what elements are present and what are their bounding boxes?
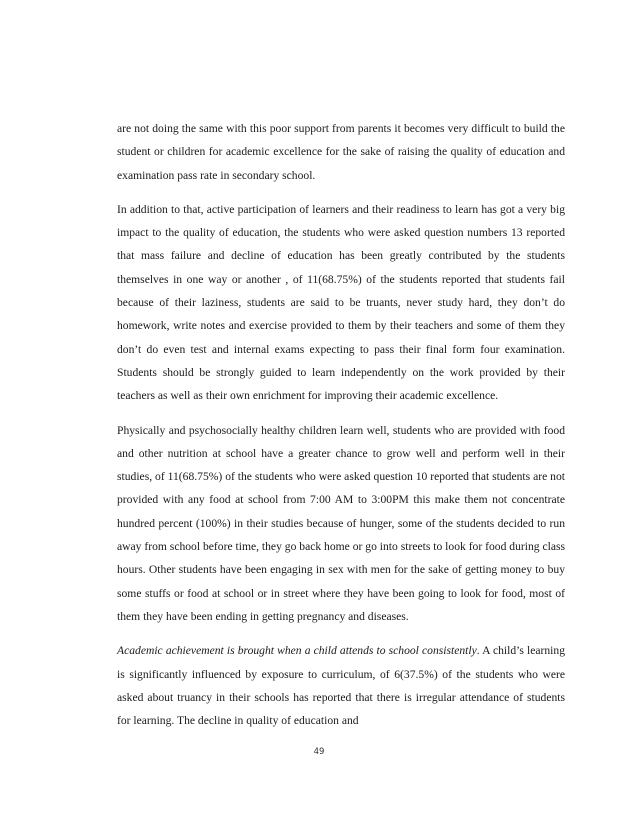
body-text xyxy=(117,117,565,732)
page-number: 49 xyxy=(313,747,325,757)
paragraph-2-text: In addition to that, active participation of learners and their readiness to learn has got a very big impact to the quality of education, the students who were asked question numbers 13 reported that mass failure and decline of education has been greatly contributed by the students themselves in one way or another , of 11(68.75%) of the students reported that students fail because of their laziness, students are said to be truants, never study hard, they don’t do homework, write notes and exercise provided to them by their teachers and some of them they don’t do even test and internal exams expecting to pass their final form four examination. Students should be strongly guided to learn independently on the work provided by their teachers as well as their own enrichment for improving their academic excellence. xyxy=(117,202,565,403)
paragraph-2 xyxy=(117,198,565,408)
paragraph-1 xyxy=(117,117,565,187)
paragraph-4-text: . A child’s learning is significantly influenced by exposure to curriculum, of 6(37.5%) of the students who were asked about truancy in their schools has reported that there is irregular attendance of students for learning. The decline in quality of education and xyxy=(117,644,565,728)
paragraph-3 xyxy=(117,419,565,629)
paragraph-4-italic-lead: Academic achievement is brought when a child attends to school consistently xyxy=(117,644,477,658)
paragraph-3-text: Physically and psychosocially healthy children learn well, students who are provided with food and other nutrition at school have a greater chance to grow well and perform well in their studies, of 11(68.75%) of the students who were asked question 10 reported that students are not provided with any food at school from 7:00 AM to 3:00PM this make them not concentrate hundred percent (100%) in their studies because of hunger, some of the students decided to run away from school before time, they go back home or go into streets to look for food during class hours. Other students have been engaging in sex with men for the sake of getting money to buy some stuffs or food at school or in street where they have been going to look for food, most of them they have been ending in getting pregnancy and diseases. xyxy=(117,423,565,623)
paragraph-1-text: are not doing the same with this poor support from parents it becomes very difficult to build the student or children for academic excellence for the sake of raising the quality of education and examination pass rate in secondary school. xyxy=(117,122,565,182)
paragraph-4 xyxy=(117,639,565,732)
